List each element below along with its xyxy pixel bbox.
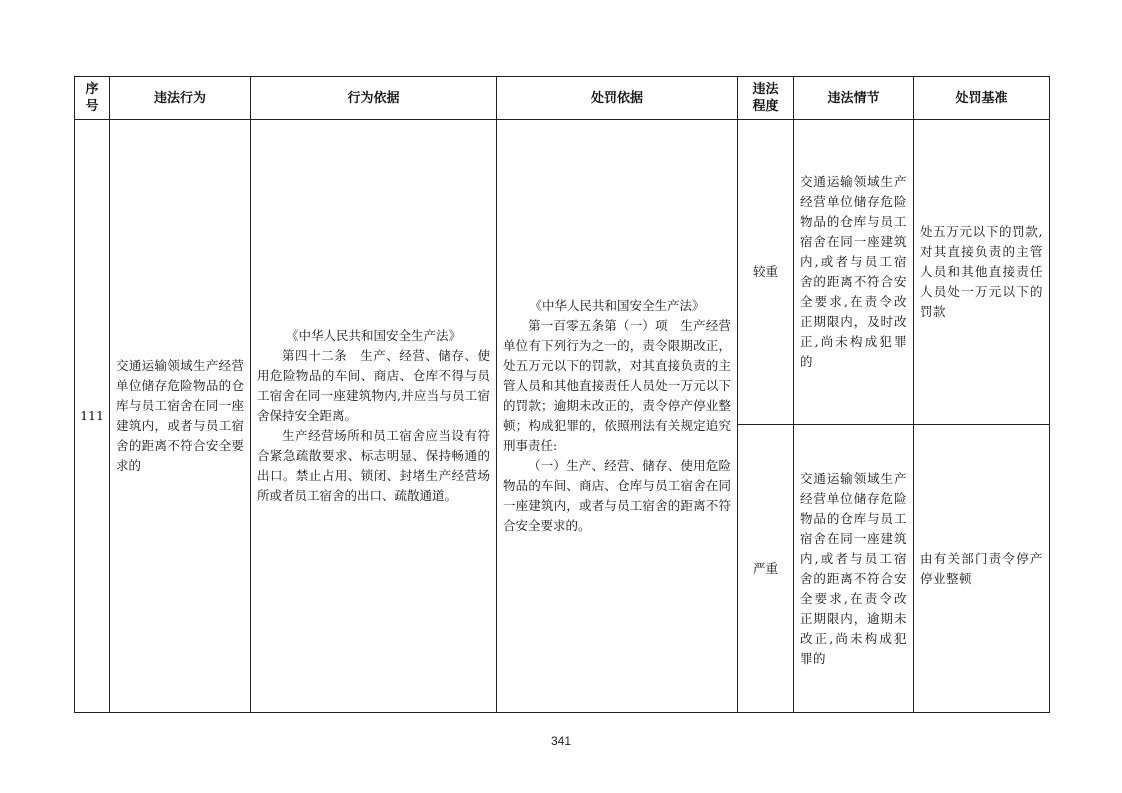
table-row: [75, 120, 1050, 425]
circumstance-cell-severe: 交通运输领域生产经营单位储存危险物品的仓库与员工宿舍在同一座建筑内,或者与员工宿舍的距离不符合安全要求,在责令改正期限内，逾期未改正,尚未构成犯罪的: [794, 425, 914, 713]
header-act-basis: 行为依据: [251, 77, 497, 120]
penalty-standard-table: [74, 76, 1050, 713]
act-basis-exit-requirement: 生产经营场所和员工宿舍应当设有符合紧急疏散要求、标志明显、保持畅通的出口。禁止占用、锁闭、封堵生产经营场所或者员工宿舍的出口、疏散通道。: [257, 428, 490, 503]
act-basis-article-42: 第四十二条 生产、经营、储存、使用危险物品的车间、商店、仓库不得与员工宿舍在同一座建筑物内,并应当与员工宿舍保持安全距离。: [257, 348, 490, 423]
header-degree-line2: 程度: [752, 99, 779, 114]
seq-cell: 111: [75, 120, 110, 713]
penalty-basis-cell: [497, 120, 738, 713]
degree-cell-severe: 严重: [738, 425, 794, 713]
degree-cell-serious: 较重: [738, 120, 794, 425]
header-seq: [75, 77, 110, 120]
violation-act-cell: 交通运输领域生产经营单位储存危险物品的仓库与员工宿舍在同一座建筑内，或者与员工宿舍的距离不符合安全要求的: [110, 120, 251, 713]
penalty-basis-article-105: 第一百零五条第（一）项 生产经营单位有下列行为之一的，责令限期改正，处五万元以下的罚款，对其直接负责的主管人员和其他直接责任人员处一万元以下的罚款；逾期未改正的，责令停产停业整顿；构成犯罪的，依照刑法有关规定追究刑事责任:: [503, 318, 731, 453]
header-penalty-standard: 处罚基准: [914, 77, 1050, 120]
header-violation-act: 违法行为: [110, 77, 251, 120]
circumstance-cell-serious: 交通运输领域生产经营单位储存危险物品的仓库与员工宿舍在同一座建筑内,或者与员工宿舍的距离不符合安全要求,在责令改正期限内，及时改正,尚未构成犯罪的: [794, 120, 914, 425]
header-seq-line1: 序: [85, 82, 99, 97]
header-seq-line2: 号: [85, 99, 99, 114]
header-row: [75, 77, 1050, 120]
header-circumstance: 违法情节: [794, 77, 914, 120]
standard-cell-severe: 由有关部门责令停产停业整顿: [914, 425, 1050, 713]
standard-cell-serious: 处五万元以下的罚款,对其直接负责的主管人员和其他直接责任人员处一万元以下的罚款: [914, 120, 1050, 425]
header-penalty-basis: 处罚依据: [497, 77, 738, 120]
page-number: 341: [550, 734, 572, 748]
act-basis-cell: [251, 120, 497, 713]
header-degree: [738, 77, 794, 120]
penalty-basis-item-1: （一）生产、经营、储存、使用危险物品的车间、商店、仓库与员工宿舍在同一座建筑内，或者与员工宿舍的距离不符合安全要求的。: [503, 458, 731, 533]
header-degree-line1: 违法: [752, 82, 779, 97]
penalty-basis-law-title: 《中华人民共和国安全生产法》: [529, 298, 705, 313]
act-basis-law-title: 《中华人民共和国安全生产法》: [285, 328, 461, 343]
